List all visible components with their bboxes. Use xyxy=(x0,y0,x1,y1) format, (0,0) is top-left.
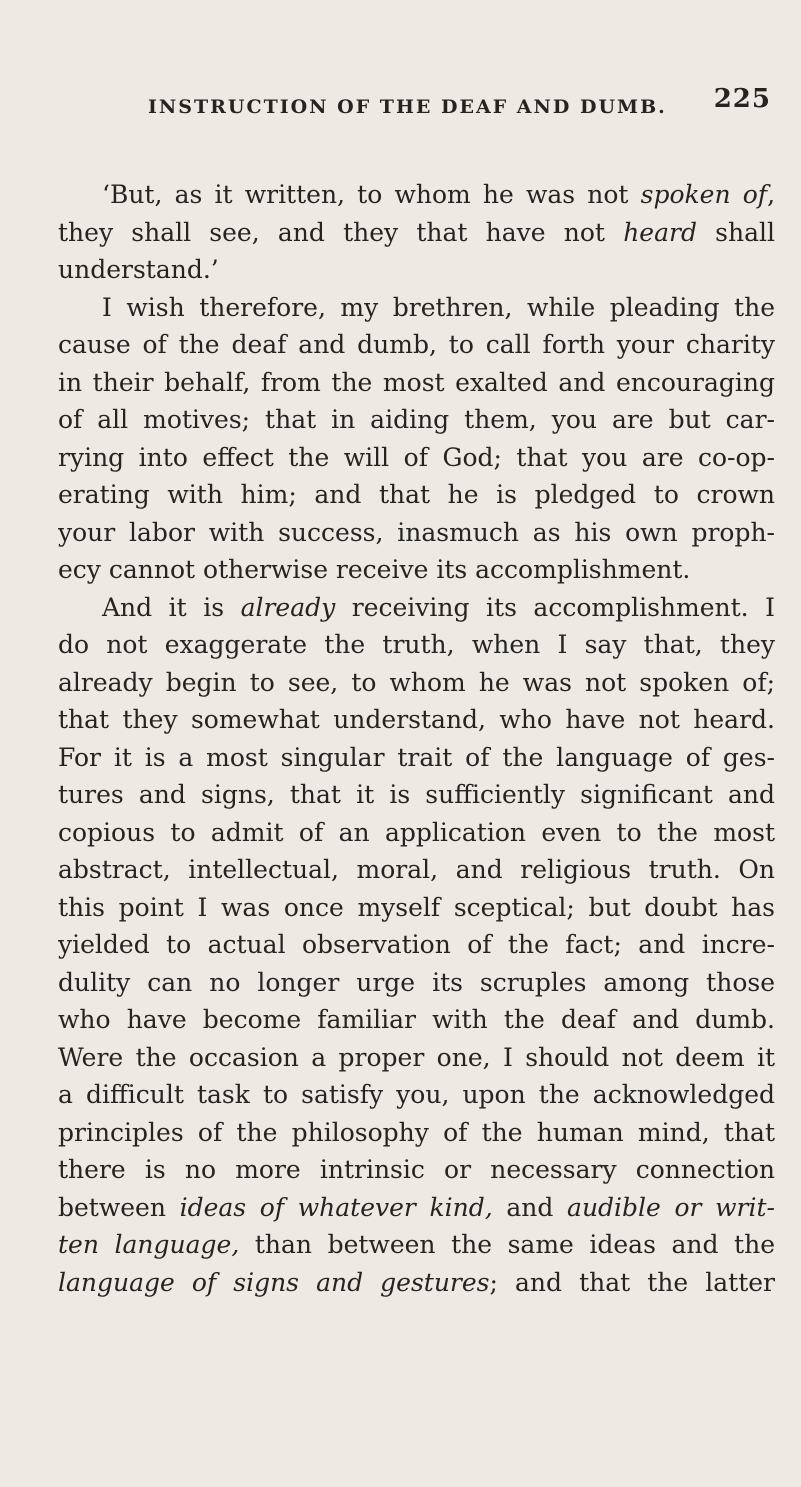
text-line xyxy=(58,1039,775,1077)
text-line xyxy=(58,1151,775,1189)
text-segment: in their behalf, from the most exalted and encouraging xyxy=(58,367,775,397)
page-header xyxy=(58,84,775,136)
italic-text: language of signs and gestures xyxy=(58,1267,490,1297)
text-segment: this point I was once myself sceptical; but doubt has xyxy=(58,892,775,922)
running-head: INSTRUCTION OF THE DEAF AND DUMB. xyxy=(148,96,667,118)
text-line xyxy=(58,1076,775,1114)
text-line xyxy=(58,476,775,514)
text-line xyxy=(58,701,775,739)
text-segment: ‘But, as it written, to whom he was not xyxy=(102,180,641,209)
text-line xyxy=(58,1226,775,1264)
text-segment: yielded to actual observation of the fact; and incre- xyxy=(58,930,775,959)
text-segment: For it is a most singular trait of the language of ges- xyxy=(58,742,775,772)
text-segment: there is no more intrinsic or necessary connection xyxy=(58,1155,775,1184)
text-segment: shall xyxy=(696,217,775,247)
text-segment: principles of the philosophy of the human mind, that xyxy=(58,1117,775,1147)
text-line xyxy=(58,626,775,664)
text-line xyxy=(58,739,775,777)
text-segment: erating with him; and that he is pledged to crown xyxy=(58,480,775,509)
text-segment: who have become familiar with the deaf and dumb. xyxy=(58,1005,775,1034)
text-line xyxy=(58,851,775,889)
text-segment: I wish therefore, my brethren, while pleading the xyxy=(102,292,775,322)
text-segment: do not exaggerate the truth, when I say that, they xyxy=(58,630,775,659)
text-line xyxy=(58,439,775,477)
text-segment: receiving its accomplishment. I xyxy=(335,592,775,622)
text-segment: dulity can no longer urge its scruples among those xyxy=(58,967,775,997)
text-segment: copious to admit of an application even to the most xyxy=(58,817,775,847)
text-line xyxy=(58,1264,775,1302)
italic-text: spoken of xyxy=(640,180,768,209)
text-segment: rying into effect the will of God; that you are co-op- xyxy=(58,442,775,472)
text-segment: they shall see, and they that have not xyxy=(58,217,624,247)
text-line xyxy=(58,589,775,627)
text-segment: tures and signs, that it is sufficiently significant and xyxy=(58,780,775,809)
italic-text: heard xyxy=(623,217,697,247)
text-line xyxy=(58,776,775,814)
text-line xyxy=(58,514,775,552)
text-segment: , xyxy=(767,180,775,209)
text-line xyxy=(58,214,775,252)
text-line xyxy=(58,1001,775,1039)
text-line xyxy=(58,401,775,439)
text-segment: Were the occasion a proper one, I should not deem it xyxy=(58,1042,775,1072)
text-line xyxy=(58,176,775,214)
text-segment: abstract, intellectual, moral, and religious truth. On xyxy=(58,855,775,884)
italic-text: ideas of whatever kind, xyxy=(179,1192,493,1222)
text-segment: a difficult task to satisfy you, upon the acknowledged xyxy=(58,1080,775,1109)
book-page xyxy=(0,84,801,1487)
text-line xyxy=(58,964,775,1002)
body-text xyxy=(58,176,775,1301)
italic-text: already xyxy=(240,592,336,622)
text-segment: and xyxy=(492,1192,568,1222)
text-line xyxy=(58,1114,775,1152)
text-line xyxy=(58,364,775,402)
italic-text: audible or writ- xyxy=(567,1192,775,1222)
text-line xyxy=(58,889,775,927)
text-segment: than between the same ideas and the xyxy=(239,1230,775,1259)
text-line xyxy=(58,664,775,702)
text-segment: understand.’ xyxy=(58,255,219,284)
text-line xyxy=(58,289,775,327)
text-segment: ; and that the latter xyxy=(489,1267,775,1297)
text-line xyxy=(58,326,775,364)
text-line xyxy=(58,1189,775,1227)
text-segment: that they somewhat understand, who have not heard. xyxy=(58,705,775,734)
text-segment: your labor with success, inasmuch as his own proph- xyxy=(58,517,775,547)
text-line xyxy=(58,551,775,589)
text-segment: cause of the deaf and dumb, to call forth your charity xyxy=(58,330,775,359)
page-number: 225 xyxy=(713,84,771,114)
text-line xyxy=(58,814,775,852)
italic-text: ten language, xyxy=(58,1230,240,1259)
text-segment: ecy cannot otherwise receive its accomplishment. xyxy=(58,555,691,584)
text-segment: between xyxy=(58,1192,180,1222)
text-segment: of all motives; that in aiding them, you are but car- xyxy=(58,405,775,434)
text-segment: already begin to see, to whom he was not spoken of; xyxy=(58,667,775,697)
text-line xyxy=(58,926,775,964)
text-line xyxy=(58,251,775,289)
text-segment: And it is xyxy=(102,592,241,622)
